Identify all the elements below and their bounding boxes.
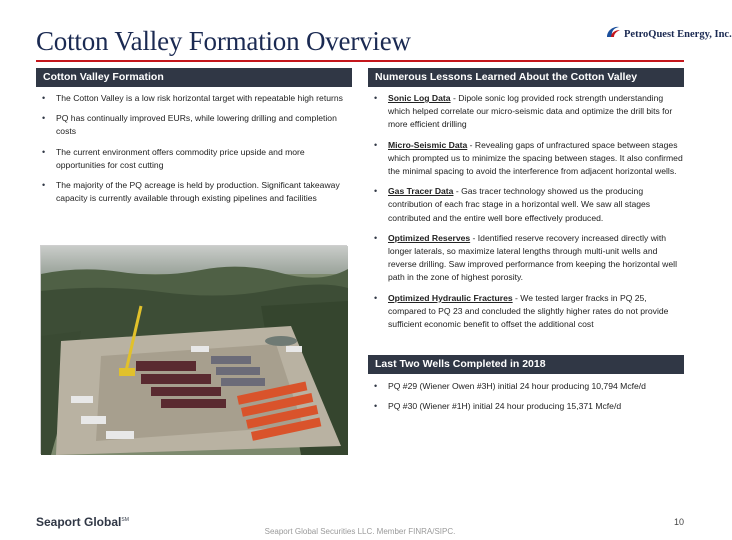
left-section-heading-text: Cotton Valley Formation	[43, 71, 164, 83]
bullet-text: PQ #29 (Wiener Owen #3H) initial 24 hour producing 10,794 Mcfe/d	[388, 381, 646, 391]
bullet-icon: •	[42, 113, 46, 124]
lesson-text: - We tested larger fracks in PQ 25, compared to PQ 23 and concluded the slightly higher rates do not provide sufficient economic benefit to offset the additional cost	[388, 292, 669, 330]
list-item	[368, 139, 684, 179]
page-number: 10	[673, 517, 684, 527]
bullet-icon: •	[42, 93, 46, 103]
list-item	[36, 146, 348, 172]
well-site-aerial-photo	[40, 245, 347, 454]
wells-section-heading-text: Last Two Wells Completed in 2018	[375, 358, 546, 370]
lesson-text: - Revealing gaps of unfractured space between stages which prompted us to minimize the spacing between stages. It also confirmed the minimal spacing to avoid the interference from adjacent horizontal wells.	[388, 139, 683, 177]
bullet-icon: •	[374, 139, 378, 150]
bullet-text: The current environment offers commodity price upside and more opportunities for cost cutting	[56, 146, 305, 170]
bullet-text: The majority of the PQ acreage is held by production. Significant takeaway capacity is currently available through existing pipelines and facilities	[56, 180, 340, 204]
bullet-icon: •	[374, 186, 378, 197]
lesson-term: Optimized Hydraulic Fractures	[388, 292, 513, 303]
bullet-icon: •	[374, 232, 378, 243]
list-item	[368, 232, 684, 285]
lesson-term: Optimized Reserves	[388, 232, 471, 243]
right-section-heading-text: Numerous Lessons Learned About the Cotton Valley	[375, 71, 638, 83]
lesson-text: - Dipole sonic log provided rock strength understanding which helped correlate our micro-seismic data and optimize the drill bits for more efficient drilling	[388, 93, 673, 130]
petroquest-logo-icon	[605, 25, 621, 44]
left-bullet-list	[36, 92, 348, 205]
lesson-term: Sonic Log Data	[388, 93, 451, 103]
bullet-text: PQ has continually improved EURs, while lowering drilling and completion costs	[56, 113, 337, 137]
lesson-text: - Identified reserve recovery increased directly with longer laterals, so maximize lateral lengths through multi-unit wells and reverse drilling. Saw improved performance from keeping the horizontal well path in the zone of highest porosity.	[388, 232, 677, 283]
wells-list	[368, 380, 684, 413]
bullet-icon: •	[374, 381, 378, 391]
list-item	[368, 292, 684, 332]
footer-brand-text: Seaport Global	[36, 515, 122, 529]
lesson-term: Gas Tracer Data	[388, 186, 454, 197]
list-item	[368, 92, 684, 132]
list-item	[36, 92, 348, 105]
lessons-list	[368, 92, 684, 331]
bullet-text: PQ #30 (Wiener #1H) initial 24 hour producing 15,371 Mcfe/d	[388, 401, 622, 412]
company-logo	[605, 26, 732, 42]
left-section-heading	[36, 68, 352, 87]
list-item	[36, 112, 348, 138]
bullet-icon: •	[42, 146, 46, 157]
footer-brand-mark: SM	[121, 517, 129, 523]
list-item	[36, 179, 348, 205]
page-title: Cotton Valley Formation Overview	[36, 26, 411, 56]
bullet-text: The Cotton Valley is a low risk horizontal target with repeatable high returns	[56, 93, 343, 103]
list-item	[368, 185, 684, 225]
footer-disclaimer: Seaport Global Securities LLC. Member FINRA/SIPC.	[264, 527, 456, 536]
lesson-text: - Gas tracer technology showed us the producing contribution of each frac stage in a horizontal well. We saw all stages contributed and the entire well bore effectively produced.	[388, 186, 651, 223]
bullet-icon: •	[42, 180, 46, 191]
title-divider	[36, 60, 684, 62]
list-item	[368, 380, 684, 393]
logo-text: PetroQuest Energy, Inc.	[624, 28, 732, 40]
bullet-icon: •	[374, 93, 378, 103]
bullet-icon: •	[374, 292, 378, 303]
list-item	[368, 400, 684, 413]
bullet-icon: •	[374, 401, 378, 412]
right-section-heading	[368, 68, 684, 87]
wells-section-heading	[368, 355, 684, 374]
lesson-term: Micro-Seismic Data	[388, 139, 468, 150]
